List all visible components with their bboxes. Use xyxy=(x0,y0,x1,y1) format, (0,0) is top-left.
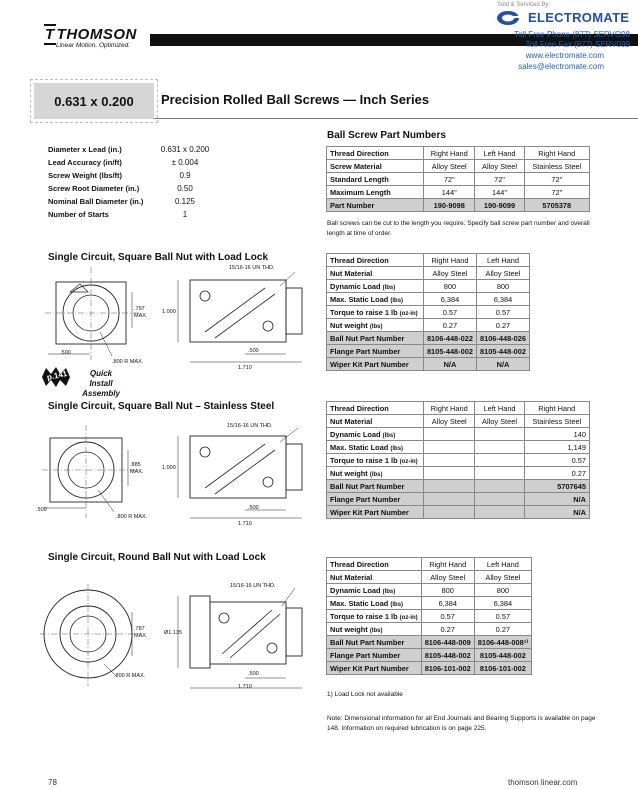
table-row xyxy=(327,280,530,293)
row-label: Thread Direction xyxy=(327,402,424,415)
section-title: Single Circuit, Round Ball Nut with Load Lock xyxy=(48,552,266,563)
row-unit: (lbs) xyxy=(369,323,383,330)
table-row xyxy=(327,610,532,623)
table-row xyxy=(327,480,590,493)
cell: 5707645 xyxy=(524,480,589,493)
nut-table-3 xyxy=(326,557,532,675)
row-label-cell xyxy=(327,584,422,597)
cell: Left Hand xyxy=(475,147,524,160)
cell: 8106-448-022 xyxy=(423,332,476,345)
spec-label: Screw Root Diameter (in.) xyxy=(48,184,140,193)
cell xyxy=(475,454,524,467)
spec-value: ± 0.004 xyxy=(171,158,199,167)
dim-max: .885 MAX. xyxy=(130,462,144,475)
cell: 1,149 xyxy=(524,441,589,454)
cell: 0.27 xyxy=(423,319,476,332)
cell: 8105-448-002 xyxy=(423,345,476,358)
row-unit: (lbs) xyxy=(369,627,383,634)
reference-note: Note: Dimensional information for all End Journals and Bearing Supports is available on page 148. Information on required lubrication is on page 225. xyxy=(327,715,596,732)
cell: Right Hand xyxy=(421,558,474,571)
screw-table-note: Ball screws can be cut to the length you require. Specify ball screw part number and overall length at time of order. xyxy=(327,220,590,237)
cell: 0.57 xyxy=(476,306,529,319)
cell: 8106-448-009 xyxy=(421,636,474,649)
row-unit: (oz-in) xyxy=(399,458,418,465)
cell: 0.57 xyxy=(421,610,474,623)
cell: 6,384 xyxy=(474,597,531,610)
table-row xyxy=(327,441,590,454)
section-title: Single Circuit, Square Ball Nut – Stainless Steel xyxy=(48,401,275,412)
cell: 6,384 xyxy=(423,293,476,306)
thomson-logo-mark: T xyxy=(45,26,55,43)
table-row xyxy=(327,597,532,610)
cell: 0.57 xyxy=(524,454,589,467)
cell: 144" xyxy=(475,186,524,199)
cell: 0.27 xyxy=(524,467,589,480)
cell: 0.27 xyxy=(474,623,531,636)
cell xyxy=(424,467,475,480)
cell: 800 xyxy=(423,280,476,293)
row-label: Ball Nut Part Number xyxy=(327,332,424,345)
table-row xyxy=(327,506,590,519)
table-row xyxy=(327,293,530,306)
cell xyxy=(424,506,475,519)
cell: 0.57 xyxy=(423,306,476,319)
row-label-cell xyxy=(327,441,424,454)
cell: 0.27 xyxy=(421,623,474,636)
square-nut-drawing xyxy=(40,262,310,372)
cell: Alloy Steel xyxy=(424,415,475,428)
cell: 72" xyxy=(524,173,589,186)
spec-value: 0.50 xyxy=(177,184,193,193)
cell xyxy=(424,454,475,467)
stainless-nut-drawing xyxy=(40,420,310,530)
electromate-name: ELECTROMATE xyxy=(528,10,630,25)
row-label: Torque to raise 1 lb xyxy=(330,455,398,465)
row-label: Max. Static Load xyxy=(330,598,389,608)
spec-value: 0.631 x 0.200 xyxy=(160,145,210,154)
cell: N/A xyxy=(524,506,589,519)
cell xyxy=(424,493,475,506)
cell: Alloy Steel xyxy=(474,571,531,584)
cell: 6,384 xyxy=(476,293,529,306)
dim-length: 1.710 xyxy=(238,684,252,690)
cell: Alloy Steel xyxy=(475,415,524,428)
sold-by-label: Sold & Serviced By: xyxy=(497,2,551,8)
dim-width: 1.000 xyxy=(162,309,176,315)
cell: 6,384 xyxy=(421,597,474,610)
cell: 8106-448-026 xyxy=(476,332,529,345)
row-label: Flange Part Number xyxy=(327,345,424,358)
cell: 8105-448-002 xyxy=(474,649,531,662)
row-label-cell xyxy=(327,428,424,441)
row-label: Dynamic Load xyxy=(330,585,381,595)
thomson-logo-text: THOMSON xyxy=(56,26,137,43)
row-label: Part Number xyxy=(327,199,424,212)
row-label: Nut Material xyxy=(327,415,424,428)
row-unit: (lbs) xyxy=(382,588,396,595)
cell: Alloy Steel xyxy=(424,160,475,173)
dim-radius: .800 R MAX. xyxy=(116,514,148,520)
dim-thread: 15/16-16 UN THD. xyxy=(230,583,276,589)
row-label: Maximum Length xyxy=(327,186,424,199)
table-row xyxy=(327,254,530,267)
spec-value: 0.125 xyxy=(174,197,196,206)
row-label-cell xyxy=(327,319,424,332)
table-row xyxy=(327,454,590,467)
cell: N/A xyxy=(524,493,589,506)
row-unit: (lbs) xyxy=(382,284,396,291)
series-title: Precision Rolled Ball Screws — Inch Series xyxy=(161,92,430,107)
cell: Alloy Steel xyxy=(475,160,524,173)
table-row xyxy=(327,649,532,662)
cell: 72" xyxy=(475,173,524,186)
row-label: Max. Static Load xyxy=(330,294,389,304)
row-label: Wiper Kit Part Number xyxy=(327,662,422,675)
table-row xyxy=(327,160,590,173)
thomson-tagline: Linear Motion. Optimized. xyxy=(56,42,131,49)
table-row xyxy=(327,306,530,319)
quick-install-label: Quick Install Assembly xyxy=(82,369,120,398)
part-size-box xyxy=(34,83,154,119)
dim-radius: .800 R MAX. xyxy=(114,673,146,679)
dim-base: .500 xyxy=(60,350,71,356)
row-label: Nut Material xyxy=(327,267,424,280)
row-label: Standard Length xyxy=(327,173,424,186)
table-row xyxy=(327,267,530,280)
dim-length: 1.710 xyxy=(238,521,252,527)
row-label-cell xyxy=(327,597,422,610)
dim-flange: .500 xyxy=(248,671,259,677)
dim-width: Ø1.135 xyxy=(164,630,183,636)
dim-max: .787 MAX. xyxy=(134,626,148,639)
cell: 144" xyxy=(424,186,475,199)
row-label-cell xyxy=(327,454,424,467)
row-label: Flange Part Number xyxy=(327,493,424,506)
row-label: Thread Direction xyxy=(327,147,424,160)
table-row xyxy=(327,584,532,597)
cell xyxy=(475,441,524,454)
row-unit: (lbs) xyxy=(382,432,396,439)
table-row xyxy=(327,467,590,480)
row-label: Max. Static Load xyxy=(330,442,389,452)
nut-table-1 xyxy=(326,253,530,371)
dim-radius: .800 R MAX. xyxy=(112,359,144,365)
row-label-cell xyxy=(327,610,422,623)
cell: Left Hand xyxy=(475,402,524,415)
round-nut-drawing xyxy=(40,578,310,698)
cell: 800 xyxy=(476,280,529,293)
cell: 190-9098 xyxy=(424,199,475,212)
row-unit: (oz-in) xyxy=(399,614,418,621)
row-label: Nut weight xyxy=(330,624,368,634)
row-unit: (lbs) xyxy=(390,297,404,304)
row-label: Ball Nut Part Number xyxy=(327,480,424,493)
row-label: Nut Material xyxy=(327,571,422,584)
spec-label: Number of Starts xyxy=(48,210,109,219)
cell: 8106-448-008¹⁾ xyxy=(474,636,531,649)
cell xyxy=(424,441,475,454)
cell: 8106-101-002 xyxy=(421,662,474,675)
row-label: Torque to raise 1 lb xyxy=(330,611,398,621)
row-label: Screw Material xyxy=(327,160,424,173)
cell xyxy=(424,480,475,493)
cell: 8105-448-002 xyxy=(421,649,474,662)
row-label: Nut weight xyxy=(330,320,368,330)
table-row xyxy=(327,493,590,506)
page-number: 78 xyxy=(48,778,57,787)
cell xyxy=(475,493,524,506)
row-label: Wiper Kit Part Number xyxy=(327,358,424,371)
row-label-cell xyxy=(327,293,424,306)
table-row xyxy=(327,623,532,636)
cell xyxy=(475,428,524,441)
cell: N/A xyxy=(476,358,529,371)
page-ref-badge[interactable]: p.141 xyxy=(46,368,68,383)
row-label: Dynamic Load xyxy=(330,429,381,439)
cell: Right Hand xyxy=(424,147,475,160)
row-label: Ball Nut Part Number xyxy=(327,636,422,649)
cell: Left Hand xyxy=(476,254,529,267)
cell: 140 xyxy=(524,428,589,441)
cell: 800 xyxy=(421,584,474,597)
row-label: Thread Direction xyxy=(327,254,424,267)
cell: Stainless Steel xyxy=(524,160,589,173)
cell xyxy=(475,467,524,480)
row-label: Wiper Kit Part Number xyxy=(327,506,424,519)
spec-label: Screw Weight (lbs/ft) xyxy=(48,171,123,180)
screw-table xyxy=(326,146,590,212)
table-row xyxy=(327,415,590,428)
row-label: Dynamic Load xyxy=(330,281,381,291)
cell: 72" xyxy=(524,186,589,199)
cell: 8106-101-002 xyxy=(474,662,531,675)
dim-base: .500 xyxy=(36,507,47,513)
row-label-cell xyxy=(327,280,424,293)
nut-table-2 xyxy=(326,401,590,519)
cell: 5705378 xyxy=(524,199,589,212)
cell: Alloy Steel xyxy=(423,267,476,280)
contact-email[interactable]: sales@electromate.com xyxy=(518,62,604,71)
footer-website[interactable]: thomson linear.com xyxy=(508,778,578,787)
spec-value: 0.9 xyxy=(179,171,191,180)
row-label: Torque to raise 1 lb xyxy=(330,307,398,317)
cell: 0.27 xyxy=(476,319,529,332)
table-row xyxy=(327,428,590,441)
contact-phone: Toll Free Phone (877) SERVO98 xyxy=(514,30,630,39)
spec-value: 1 xyxy=(182,210,188,219)
spec-label: Lead Accuracy (in/ft) xyxy=(48,158,122,167)
dim-max: .797 MAX. xyxy=(134,306,148,319)
spec-label: Diameter x Lead (in.) xyxy=(48,145,122,154)
cell xyxy=(475,480,524,493)
dim-length: 1.710 xyxy=(238,365,252,371)
footnote: 1) Load Lock not available xyxy=(327,691,403,698)
row-label-cell xyxy=(327,467,424,480)
dim-width: 1.000 xyxy=(162,465,176,471)
row-unit: (lbs) xyxy=(390,445,404,452)
table-row xyxy=(327,319,530,332)
row-label: Thread Direction xyxy=(327,558,422,571)
cell xyxy=(424,428,475,441)
table-row xyxy=(327,186,590,199)
row-label-cell xyxy=(327,306,424,319)
cell: 800 xyxy=(474,584,531,597)
section-title: Single Circuit, Square Ball Nut with Load Lock xyxy=(48,252,269,263)
title-divider xyxy=(154,118,638,119)
cell: Right Hand xyxy=(424,402,475,415)
table-row xyxy=(327,358,530,371)
row-label-cell xyxy=(327,623,422,636)
cell: 0.57 xyxy=(474,610,531,623)
table-row xyxy=(327,558,532,571)
cell: 190-9099 xyxy=(475,199,524,212)
row-label: Nut weight xyxy=(330,468,368,478)
table-row xyxy=(327,402,590,415)
table-row xyxy=(327,636,532,649)
table-row xyxy=(327,571,532,584)
row-unit: (lbs) xyxy=(369,471,383,478)
cell: Right Hand xyxy=(524,147,589,160)
dim-flange: .500 xyxy=(248,505,259,511)
row-label: Flange Part Number xyxy=(327,649,422,662)
cell: 8105-448-002 xyxy=(476,345,529,358)
row-unit: (lbs) xyxy=(390,601,404,608)
dim-thread: 15/16-16 UN THD. xyxy=(229,265,275,271)
contact-fax: Toll Free Fax (877) SERV099 xyxy=(525,40,630,49)
cell: Right Hand xyxy=(524,402,589,415)
cell: Stainless Steel xyxy=(524,415,589,428)
table-row xyxy=(327,147,590,160)
table-row xyxy=(327,345,530,358)
table-row xyxy=(327,662,532,675)
cell: 72" xyxy=(424,173,475,186)
cell: Alloy Steel xyxy=(476,267,529,280)
contact-web[interactable]: www.electromate.com xyxy=(525,51,604,60)
row-unit: (oz-in) xyxy=(399,310,418,317)
table-row xyxy=(327,199,590,212)
part-size-label: 0.631 x 0.200 xyxy=(54,94,134,109)
spec-label: Nominal Ball Diameter (in.) xyxy=(48,197,144,206)
screw-table-title: Ball Screw Part Numbers xyxy=(327,130,446,141)
electromate-logo-icon xyxy=(496,10,522,26)
dim-thread: 15/16-16 UN THD. xyxy=(227,423,273,429)
cell: N/A xyxy=(423,358,476,371)
cell: Left Hand xyxy=(474,558,531,571)
cell: Right Hand xyxy=(423,254,476,267)
dim-flange: .500 xyxy=(248,348,259,354)
cell: Alloy Steel xyxy=(421,571,474,584)
cell xyxy=(475,506,524,519)
table-row xyxy=(327,173,590,186)
table-row xyxy=(327,332,530,345)
